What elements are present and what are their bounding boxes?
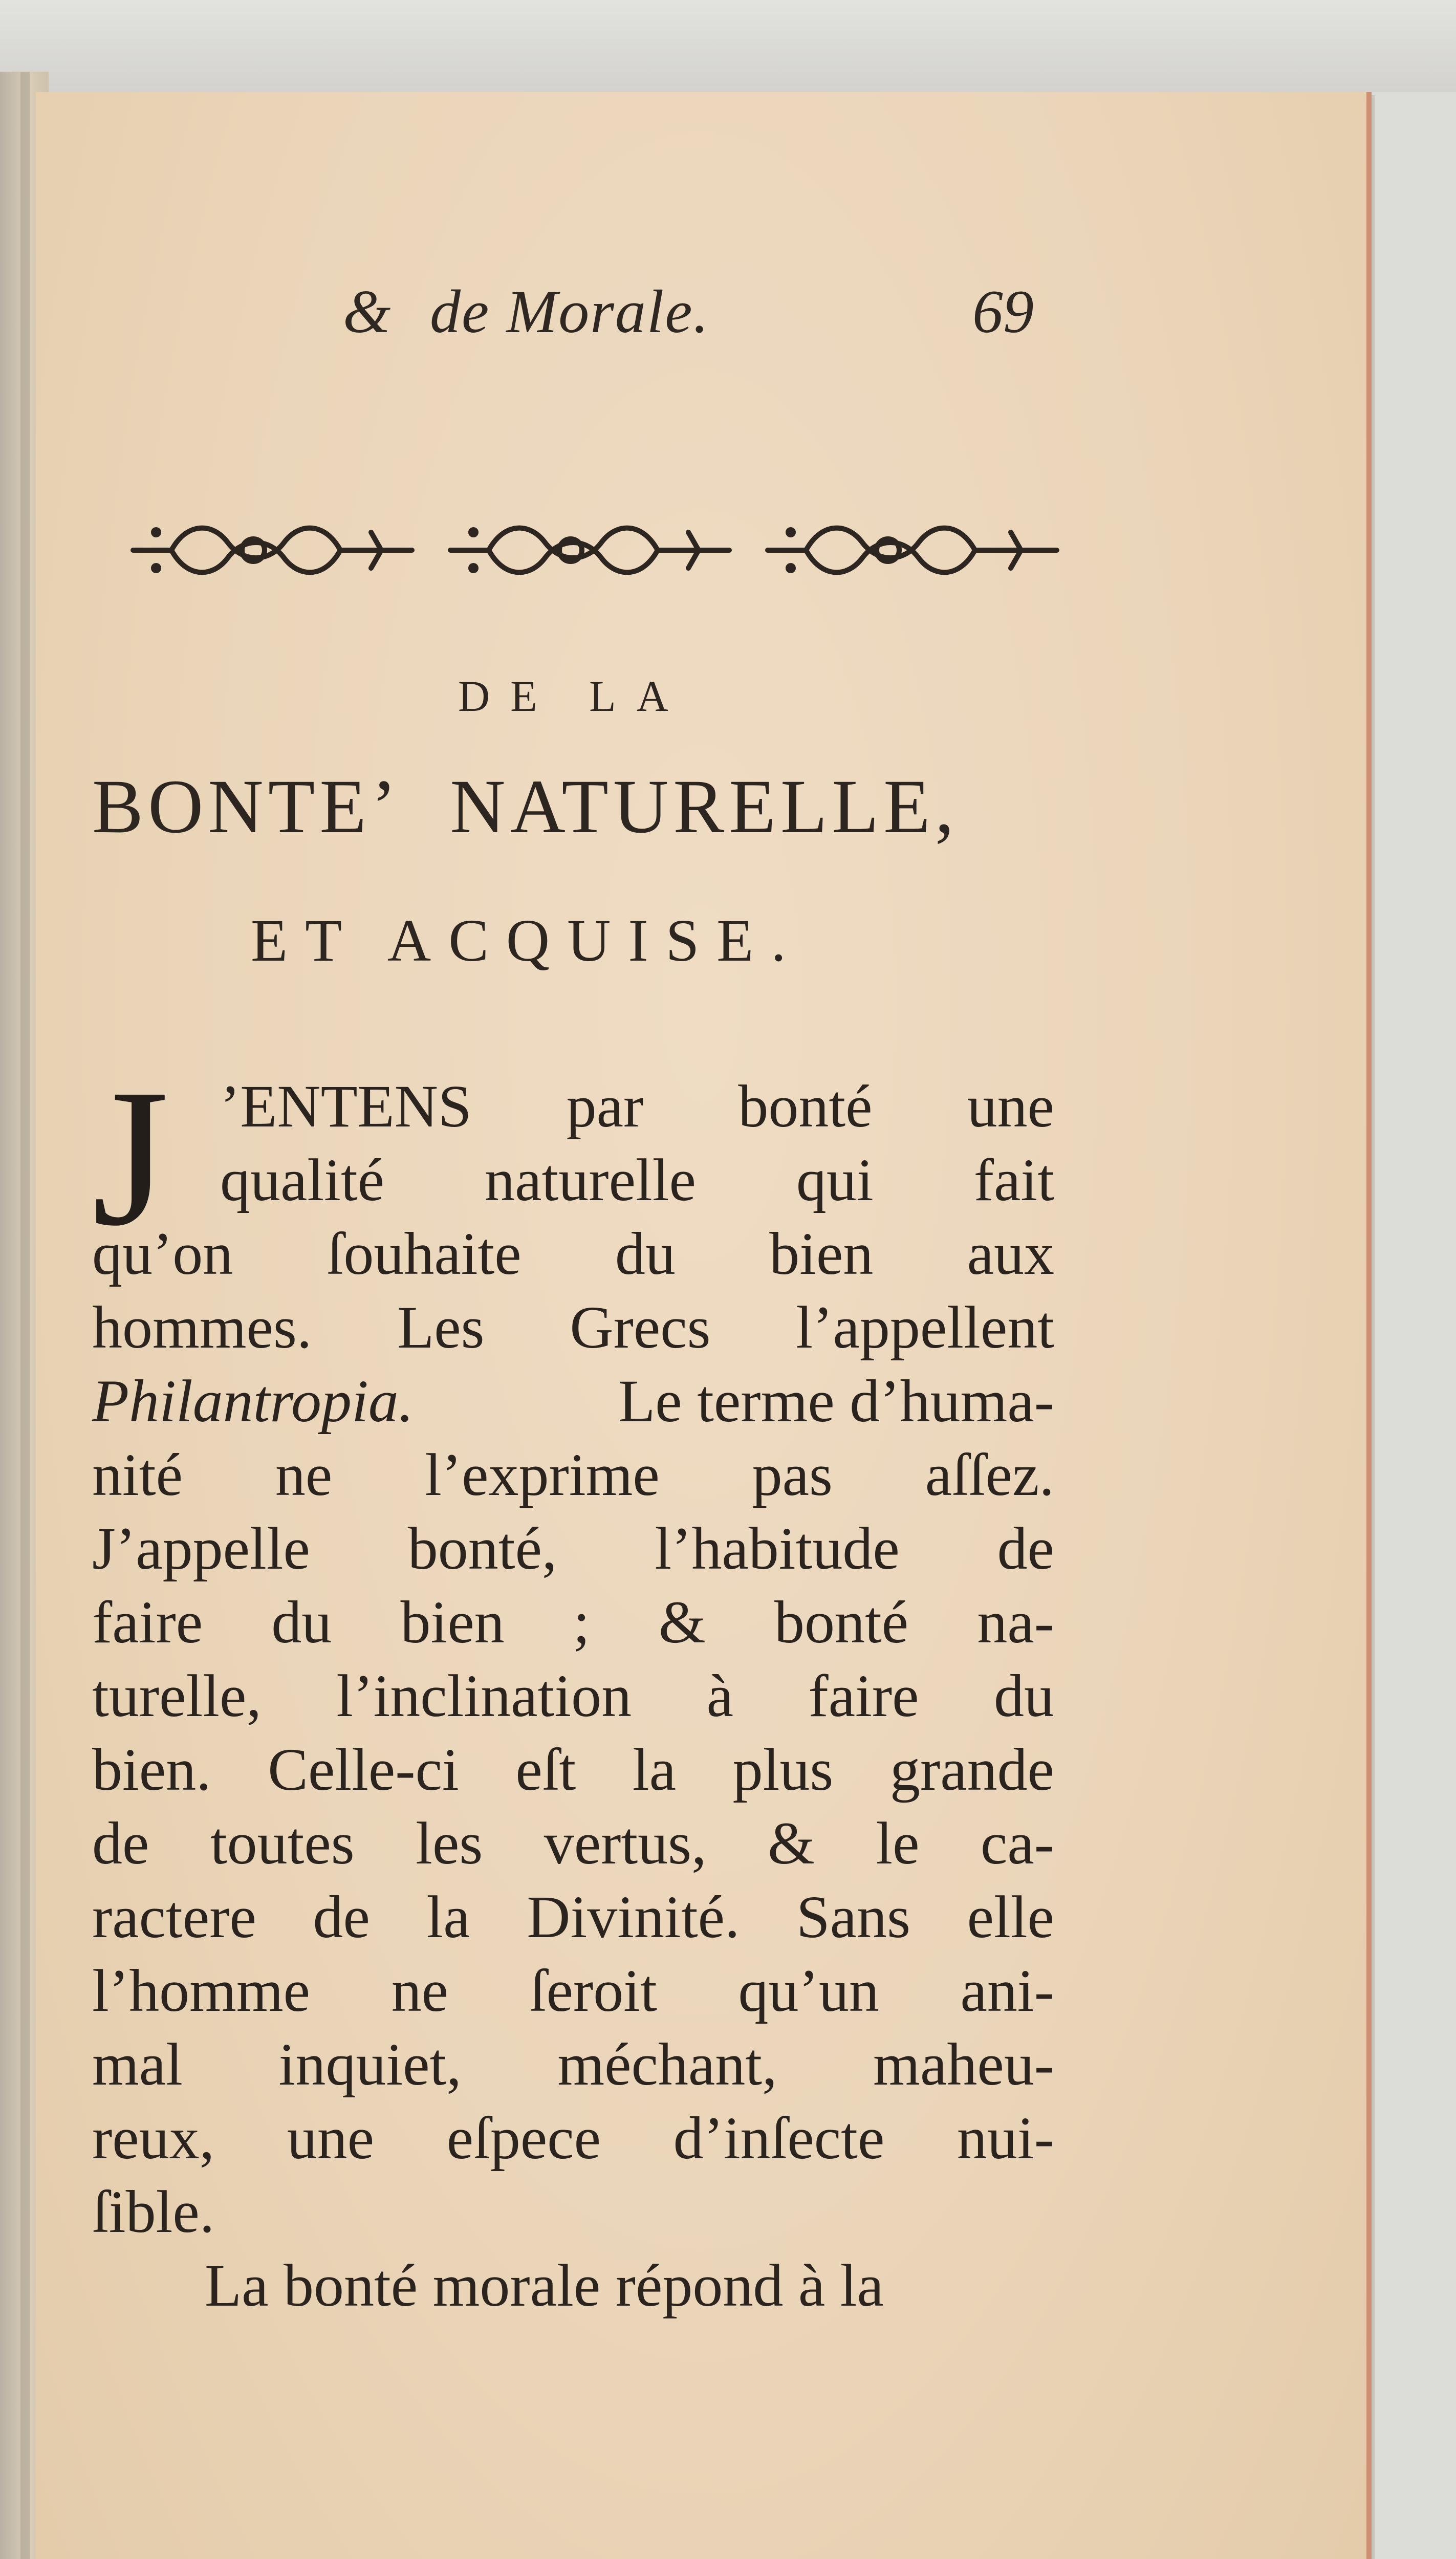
page-number: 69 bbox=[972, 277, 1034, 345]
drop-cap: J bbox=[92, 1049, 169, 1267]
italic-term: Philantropia. bbox=[92, 1368, 414, 1435]
text-line: hommes. Les Grecs l’appellent bbox=[92, 1294, 1054, 1361]
scan-background-top bbox=[0, 0, 1456, 92]
binding-shadow bbox=[20, 72, 30, 2559]
text-line: ’ENTENS par bonté une bbox=[220, 1073, 1054, 1140]
ornament-motif-2 bbox=[450, 528, 729, 573]
text-line: nité ne l’exprime pas aſſez. bbox=[92, 1441, 1054, 1508]
running-head-ampersand: & bbox=[343, 277, 391, 345]
text-line: reux, une eſpece d’inſecte nui- bbox=[92, 2105, 1054, 2172]
text-line: J’appelle bonté, l’habitude de bbox=[92, 1515, 1054, 1582]
text-line: ractere de la Divinité. Sans elle bbox=[92, 1883, 1054, 1950]
chapter-title: BONTE’ NATURELLE, bbox=[92, 764, 959, 849]
text-line: bien. Celle-ci eſt la plus grande bbox=[92, 1736, 1054, 1803]
text-line: La bonté morale répond à la bbox=[205, 2252, 884, 2319]
running-head-title: de Morale. bbox=[430, 277, 710, 345]
text-fragment: Le terme d’huma- bbox=[618, 1368, 1054, 1435]
text-line: l’homme ne ſeroit qu’un ani- bbox=[92, 1957, 1054, 2024]
text-line: turelle, l’inclination à faire du bbox=[92, 1662, 1054, 1729]
ornament-motif-3 bbox=[768, 528, 1057, 573]
text-line: qualité naturelle qui fait bbox=[220, 1146, 1054, 1213]
heading-de-la: DE LA bbox=[458, 671, 689, 721]
text-line: qu’on ſouhaite du bien aux bbox=[92, 1220, 1054, 1287]
ornament-motif-1 bbox=[133, 528, 412, 573]
text-line: de toutes les vertus, & le ca- bbox=[92, 1810, 1054, 1877]
text-line bbox=[92, 1364, 1054, 1438]
text-line: mal inquiet, méchant, maheu- bbox=[92, 2031, 1054, 2098]
text-line: ſible. bbox=[92, 2178, 215, 2245]
book-page bbox=[36, 92, 1372, 2559]
text-line: faire du bien ; & bonté na- bbox=[92, 1589, 1054, 1656]
running-head bbox=[302, 261, 1121, 363]
heading-et-acquise: ET ACQUISE. bbox=[251, 907, 803, 974]
decorative-ornament-band bbox=[125, 512, 1072, 589]
